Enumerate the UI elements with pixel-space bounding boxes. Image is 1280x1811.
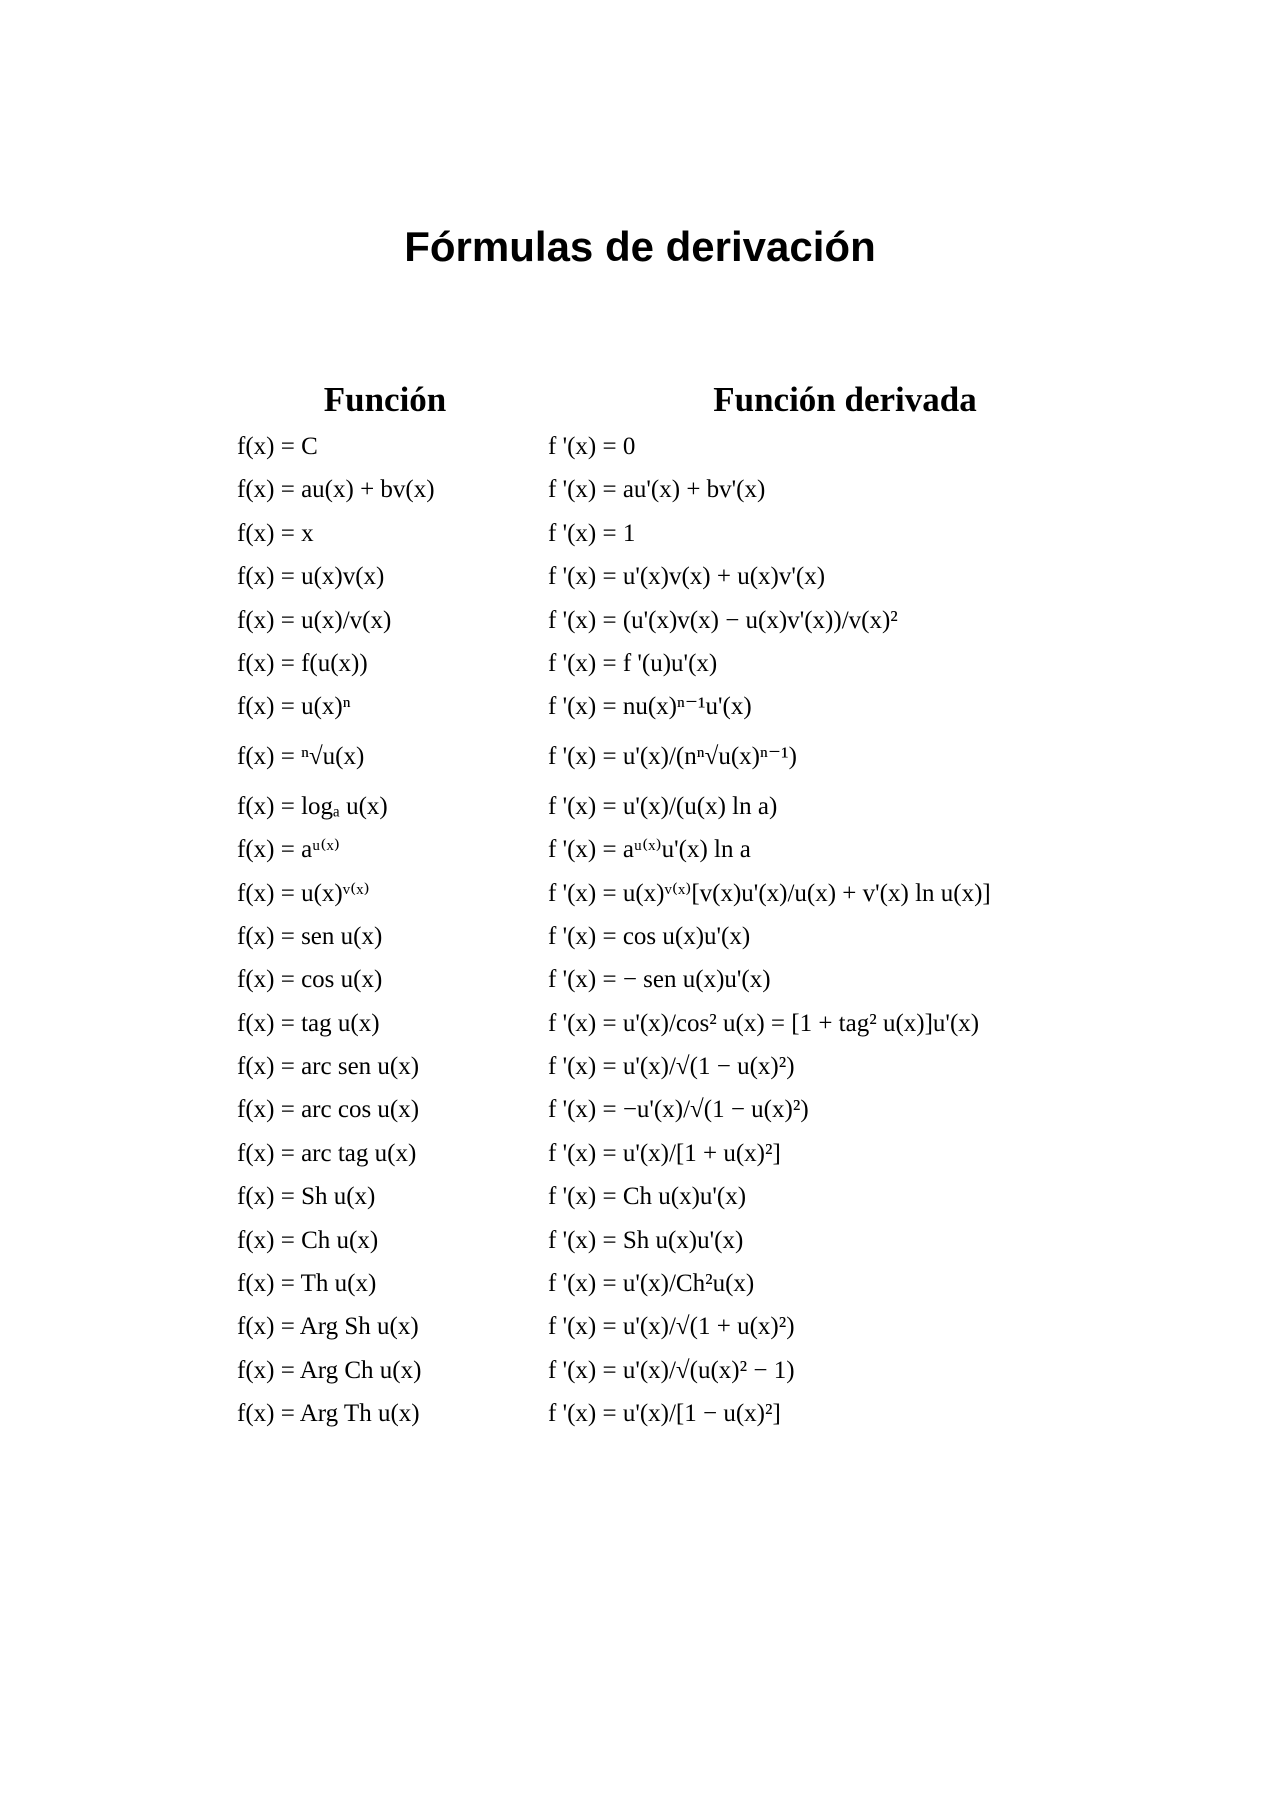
formula-row: [0, 1133, 1280, 1176]
function-formula: f(x) = aᵘ⁽ˣ⁾: [237, 836, 340, 864]
formula-row: [0, 686, 1280, 729]
derivative-formula: f '(x) = Sh u(x)u'(x): [548, 1226, 744, 1254]
formula-row: [0, 1176, 1280, 1219]
derivative-formula: f '(x) = f '(u)u'(x): [548, 649, 718, 677]
formula-row: [0, 556, 1280, 599]
function-formula: f(x) = Sh u(x): [237, 1183, 376, 1211]
derivative-formula: f '(x) = u'(x)/[1 + u(x)²]: [548, 1139, 781, 1167]
function-formula: f(x) = Th u(x): [237, 1270, 377, 1298]
formula-row: [0, 600, 1280, 643]
function-formula: f(x) = arc sen u(x): [237, 1053, 420, 1081]
function-formula: f(x) = sen u(x): [237, 922, 383, 950]
derivative-formula: f '(x) = au'(x) + bv'(x): [548, 476, 766, 504]
derivative-formula: f '(x) = u'(x)/cos² u(x) = [1 + tag² u(x)]u'(x): [548, 1009, 980, 1037]
derivative-formula: f '(x) = u(x)ᵛ⁽ˣ⁾[v(x)u'(x)/u(x) + v'(x) ln u(x)]: [548, 879, 991, 907]
derivative-formula: f '(x) = u'(x)/√(1 − u(x)²): [548, 1053, 795, 1081]
derivative-formula: f '(x) = 1: [548, 519, 636, 547]
function-formula: f(x) = logₐ u(x): [237, 792, 388, 820]
function-formula: f(x) = u(x)ᵛ⁽ˣ⁾: [237, 879, 370, 907]
formula-row: [0, 1220, 1280, 1263]
function-formula: f(x) = arc tag u(x): [237, 1139, 417, 1167]
derivative-formula: f '(x) = u'(x)/√(u(x)² − 1): [548, 1356, 795, 1384]
formula-row: [0, 426, 1280, 469]
derivative-formula: f '(x) = − sen u(x)u'(x): [548, 966, 771, 994]
function-formula: f(x) = Arg Sh u(x): [237, 1313, 419, 1341]
derivative-formula: f '(x) = u'(x)/[1 − u(x)²]: [548, 1400, 781, 1428]
formula-row: [0, 469, 1280, 512]
formula-table: [0, 426, 1280, 1437]
formula-row: [0, 643, 1280, 686]
function-formula: f(x) = f(u(x)): [237, 649, 368, 677]
function-formula: f(x) = ⁿ√u(x): [237, 742, 365, 770]
function-formula: f(x) = Arg Ch u(x): [237, 1356, 422, 1384]
function-formula: f(x) = x: [237, 519, 314, 547]
column-header-function: Función: [323, 380, 447, 419]
function-formula: f(x) = tag u(x): [237, 1009, 380, 1037]
function-formula: f(x) = u(x)/v(x): [237, 606, 392, 634]
page-title: Fórmulas de derivación: [404, 223, 876, 270]
formula-row: [0, 829, 1280, 872]
formula-row: [0, 1263, 1280, 1306]
function-formula: f(x) = arc cos u(x): [237, 1096, 420, 1124]
function-formula: f(x) = Arg Th u(x): [237, 1400, 420, 1428]
derivative-formula: f '(x) = cos u(x)u'(x): [548, 922, 751, 950]
derivative-formula: f '(x) = 0: [548, 433, 636, 460]
formula-row: [0, 786, 1280, 829]
derivative-formula: f '(x) = u'(x)/√(1 + u(x)²): [548, 1313, 795, 1341]
formula-row: [0, 1089, 1280, 1132]
column-header-derivative: Función derivada: [713, 380, 977, 419]
formula-row: [0, 959, 1280, 1002]
derivative-formula: f '(x) = aᵘ⁽ˣ⁾u'(x) ln a: [548, 836, 751, 864]
formula-row: [0, 916, 1280, 959]
function-formula: f(x) = u(x)v(x): [237, 563, 385, 591]
function-formula: f(x) = u(x)ⁿ: [237, 693, 351, 721]
formula-row: [0, 1350, 1280, 1393]
derivative-formula: f '(x) = u'(x)/(nⁿ√u(x)ⁿ⁻¹): [548, 742, 797, 770]
derivative-formula: f '(x) = nu(x)ⁿ⁻¹u'(x): [548, 693, 752, 721]
derivative-formula: f '(x) = u'(x)/Ch²u(x): [548, 1270, 755, 1298]
derivative-formula: f '(x) = u'(x)/(u(x) ln a): [548, 792, 778, 820]
function-formula: f(x) = Ch u(x): [237, 1226, 379, 1254]
derivative-formula: f '(x) = u'(x)v(x) + u(x)v'(x): [548, 563, 826, 591]
formula-row: [0, 1306, 1280, 1349]
function-formula: f(x) = au(x) + bv(x): [237, 476, 435, 504]
formula-row: [0, 730, 1280, 786]
function-formula: f(x) = cos u(x): [237, 966, 383, 994]
formula-row: [0, 1003, 1280, 1046]
derivative-formula: f '(x) = −u'(x)/√(1 − u(x)²): [548, 1096, 809, 1124]
formula-row: [0, 873, 1280, 916]
formula-row: [0, 513, 1280, 556]
formula-row: [0, 1046, 1280, 1089]
function-formula: f(x) = C: [237, 433, 318, 460]
derivative-formula: f '(x) = (u'(x)v(x) − u(x)v'(x))/v(x)²: [548, 606, 898, 634]
formula-row: [0, 1393, 1280, 1436]
derivative-formula: f '(x) = Ch u(x)u'(x): [548, 1183, 747, 1211]
